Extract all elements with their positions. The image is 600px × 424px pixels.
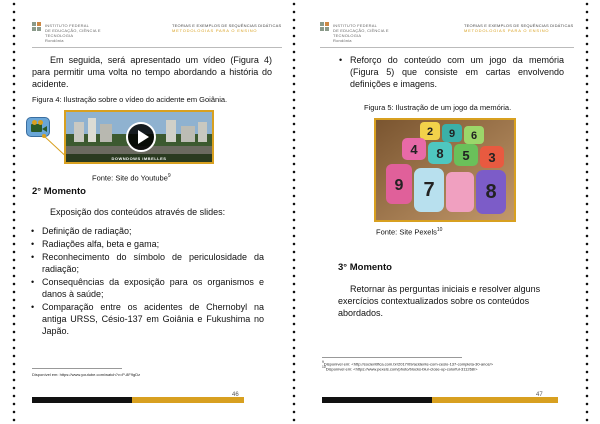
footnote: $^9$Disponível em: <http://socientifica.com.br/2017/09/acidente-com-cesio-137-completa-30-anos/> [322, 360, 494, 367]
page-header [32, 22, 282, 48]
page-number: 46 [232, 392, 239, 398]
reinforcement-list [338, 54, 564, 91]
svg-text:3: 3 [488, 150, 496, 165]
moment-2-intro: Exposição dos conteúdos através de slides: [50, 207, 226, 217]
footnote-rule [32, 368, 122, 369]
institution-logo-icon [32, 22, 42, 32]
right-page [300, 0, 580, 424]
slide-topics-list [30, 225, 264, 338]
footnote-rule [322, 357, 462, 358]
moment-2-heading: 2° Momento [32, 186, 86, 197]
moment-3-text: Retornar às perguntas iniciais e resolver alguns exercícios contextualizados sobre os conteúdos abordados. [338, 284, 541, 318]
center-dotted-divider [292, 0, 296, 424]
list-item: • Radiações alfa, beta e gama; [30, 238, 264, 250]
footer-bar-black [322, 397, 432, 403]
svg-text:5: 5 [462, 148, 470, 163]
footnote: $^{10}$Disponível em: <https://www.pexels.com/photo/blocks-blur-close-up-colorful-311268/> [322, 365, 478, 372]
svg-text:7: 7 [423, 179, 435, 201]
play-button-icon[interactable] [126, 122, 156, 152]
footer-bar-gold [132, 397, 244, 403]
book-title: TEORIAS E EXEMPLOS DE SEQUÊNCIAS DIDÁTICAS METODOLOGIAS PARA O ENSINO [172, 23, 282, 33]
svg-text:9: 9 [448, 128, 456, 140]
list-item: • Comparação entre os acidentes de Chernobyl na antiga URSS, Césio-137 em Goiânia e Fukushima no Japão. [30, 301, 264, 337]
svg-text:2: 2 [426, 126, 434, 138]
institution-name: INSTITUTO FEDERAL DE EDUCAÇÃO, CIÊNCIA E TECNOLOGIA Rondônia [45, 23, 101, 43]
video-overlay-text: DOWNDOWS IMBELLES [111, 156, 167, 161]
figure-5-source: Fonte: Site Pexels$^{10}$ [376, 227, 443, 237]
list-item: • Consequências da exposição para os organismos e danos à saúde; [30, 276, 264, 300]
list-item: • Definição de radiação; [30, 225, 264, 237]
left-dotted-border [12, 0, 16, 424]
svg-text:9: 9 [394, 177, 404, 194]
figure-4-caption: Figura 4: Ilustração sobre o vídeo do acidente em Goiânia. [32, 95, 228, 104]
svg-text:4: 4 [410, 142, 418, 157]
footer-bar-black [32, 397, 132, 403]
footnote: Disponível em: https://www.youtube.com/watch?v=P-8F9gDz [32, 372, 141, 377]
institution-logo-icon [320, 22, 330, 32]
svg-text:8: 8 [436, 146, 444, 161]
intro-paragraph: Em seguida, será apresentado um vídeo (Figura 4) para permitir uma volta no tempo abordando a história do acidente. [32, 55, 272, 89]
svg-text:6: 6 [470, 130, 478, 142]
list-item: • Reconhecimento do símbolo de periculosidade da radiação; [30, 251, 264, 275]
header-rule [32, 47, 282, 48]
left-page [22, 0, 284, 424]
book-title: TEORIAS E EXEMPLOS DE SEQUÊNCIAS DIDÁTICAS METODOLOGIAS PARA O ENSINO [464, 23, 574, 33]
memory-game-photo [374, 118, 516, 222]
institution-name: INSTITUTO FEDERAL DE EDUCAÇÃO, CIÊNCIA E TECNOLOGIA Rondônia [333, 23, 389, 43]
header-rule [320, 47, 574, 48]
video-thumbnail[interactable] [64, 110, 214, 164]
colorful-blocks-image [376, 120, 516, 222]
figure-4-source: Fonte: Site do Youtube$^9$ [92, 173, 171, 183]
list-item: • Reforço do conteúdo com um jogo da memória (Figura 5) que consiste em cartas envolvendo definições e imagens. [338, 54, 564, 90]
moment-3-heading: 3° Momento [338, 262, 392, 273]
page-header [320, 22, 574, 48]
svg-text:8: 8 [485, 181, 497, 203]
right-dotted-border [585, 0, 589, 424]
page-number: 47 [536, 392, 543, 398]
figure-5-caption: Figura 5: Ilustração de um jogo da memória. [364, 103, 512, 112]
